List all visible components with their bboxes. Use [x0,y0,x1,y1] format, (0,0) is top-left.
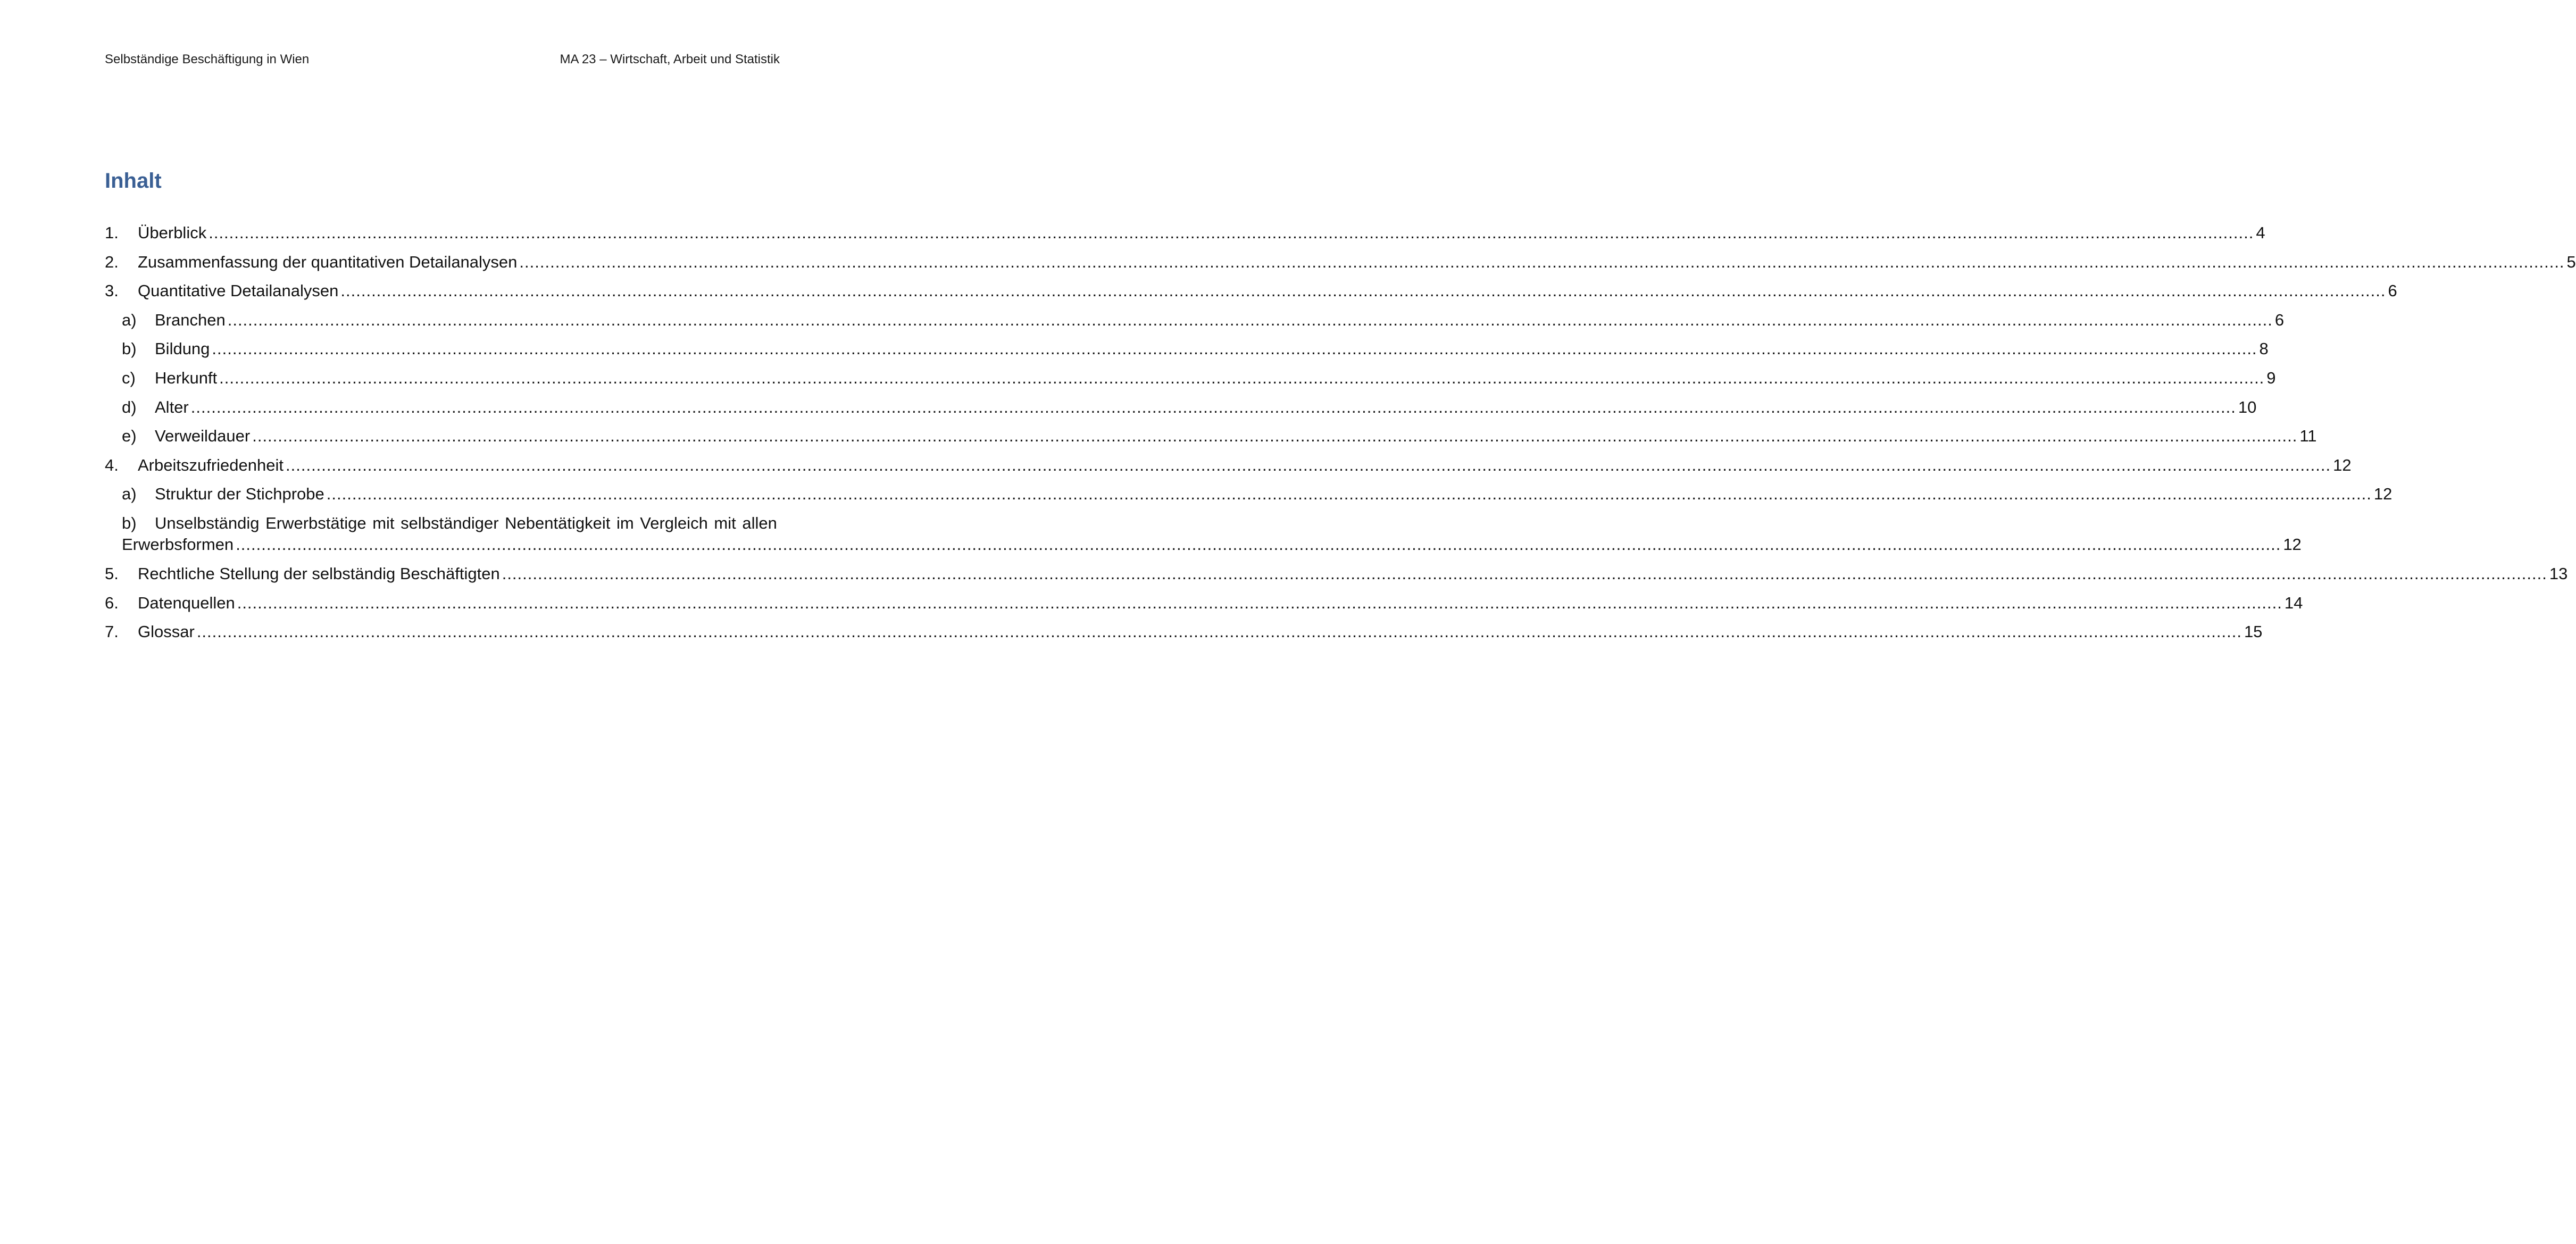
toc-entry-page: 13 [2549,564,2568,583]
dot-leader: ................................................................................................................................................................................................................................................................................................................................................................................................................ [209,223,2254,242]
toc-subentry[interactable] [105,338,2269,368]
dot-leader: ................................................................................................................................................................................................................................................................................................................................................................................................................ [190,397,2236,416]
toc-entry-label: Quantitative Detailanalysen [138,281,339,300]
toc-entry[interactable] [105,563,2568,592]
toc-entry-page: 10 [2238,397,2257,416]
toc-entry-label: Herkunft [155,368,218,387]
table-of-contents [105,222,2576,650]
toc-entry-number: e) [122,427,137,446]
toc-entry-label-line2: Erwerbsformen [122,535,234,554]
dot-leader: ................................................................................................................................................................................................................................................................................................................................................................................................................ [286,455,2331,474]
toc-entry-number: 1. [105,223,119,242]
toc-subentry[interactable] [105,425,2317,455]
toc-entry-label: Alter [155,397,189,416]
dot-leader: ................................................................................................................................................................................................................................................................................................................................................................................................................ [502,564,2547,583]
dot-leader: ................................................................................................................................................................................................................................................................................................................................................................................................................ [212,339,2257,358]
toc-entry-page: 6 [2388,281,2397,300]
toc-entry-number: 5. [105,564,119,583]
dot-leader: ................................................................................................................................................................................................................................................................................................................................................................................................................ [236,535,2281,554]
toc-entry-number: 7. [105,622,119,641]
toc-entry-label: Branchen [155,310,226,329]
toc-subentry[interactable] [105,368,2276,397]
toc-entry-number: 2. [105,252,119,271]
dot-leader: ................................................................................................................................................................................................................................................................................................................................................................................................................ [219,368,2265,387]
toc-entry-number: 3. [105,281,119,300]
toc-entry-label: Überblick [138,223,207,242]
toc-entry-label: Verweildauer [155,427,251,446]
toc-entry-label-line1: Unselbständig Erwerbstätige mit selbständiger Nebentätigkeit im Vergleich mit allen [155,513,777,532]
toc-entry[interactable] [105,280,2397,310]
toc-entry-number: b) [122,513,137,532]
toc-entry-number: 6. [105,593,119,612]
dot-leader: ................................................................................................................................................................................................................................................................................................................................................................................................................ [237,593,2282,612]
toc-entry-number: a) [122,310,137,329]
toc-entry-number: d) [122,397,137,416]
toc-entry[interactable] [105,222,2265,252]
dot-leader: ................................................................................................................................................................................................................................................................................................................................................................................................................ [196,622,2242,641]
toc-entry-page: 11 [2299,427,2317,446]
toc-entry-label: Arbeitszufriedenheit [138,455,284,474]
toc-entry-number: b) [122,339,137,358]
toc-entry-page: 4 [2256,223,2265,242]
toc-entry-page: 14 [2284,593,2303,612]
dot-leader: ................................................................................................................................................................................................................................................................................................................................................................................................................ [252,427,2298,446]
toc-entry[interactable] [105,621,2263,650]
toc-subentry[interactable] [105,513,2302,563]
toc-entry[interactable] [105,592,2303,622]
toc-entry-page: 8 [2259,339,2269,358]
toc-entry-page: 9 [2266,368,2276,387]
header-department: MA 23 – Wirtschaft, Arbeit und Statistik [560,52,780,66]
toc-entry-label: Rechtliche Stellung der selbständig Beschäftigten [138,564,500,583]
dot-leader: ................................................................................................................................................................................................................................................................................................................................................................................................................ [326,485,2372,504]
toc-entry-label: Glossar [138,622,195,641]
toc-subentry[interactable] [105,310,2285,339]
toc-entry-number: a) [122,485,137,504]
toc-entry-label: Struktur der Stichprobe [155,485,324,504]
dot-leader: ................................................................................................................................................................................................................................................................................................................................................................................................................ [340,281,2386,300]
toc-entry-number: 4. [105,455,119,474]
toc-subentry[interactable] [105,483,2392,513]
header-document-title: Selbständige Beschäftigung in Wien [105,52,310,66]
toc-entry-page: 5 [2566,252,2576,271]
toc-entry-label: Bildung [155,339,210,358]
toc-title: Inhalt [105,169,162,193]
toc-entry-label: Zusammenfassung der quantitativen Detailanalysen [138,252,518,271]
toc-entry-label: Datenquellen [138,593,235,612]
toc-entry-number: c) [122,368,136,387]
toc-subentry[interactable] [105,397,2257,426]
toc-entry-page: 15 [2244,622,2263,641]
toc-entry-page: 12 [2373,485,2392,504]
toc-entry-page: 12 [2283,535,2302,554]
running-header [105,51,780,68]
toc-entry[interactable] [105,252,2576,281]
toc-entry[interactable] [105,455,2352,484]
toc-entry-page: 12 [2333,455,2352,474]
dot-leader: ................................................................................................................................................................................................................................................................................................................................................................................................................ [227,310,2273,329]
dot-leader: ................................................................................................................................................................................................................................................................................................................................................................................................................ [519,252,2565,271]
toc-entry-page: 6 [2274,310,2285,329]
